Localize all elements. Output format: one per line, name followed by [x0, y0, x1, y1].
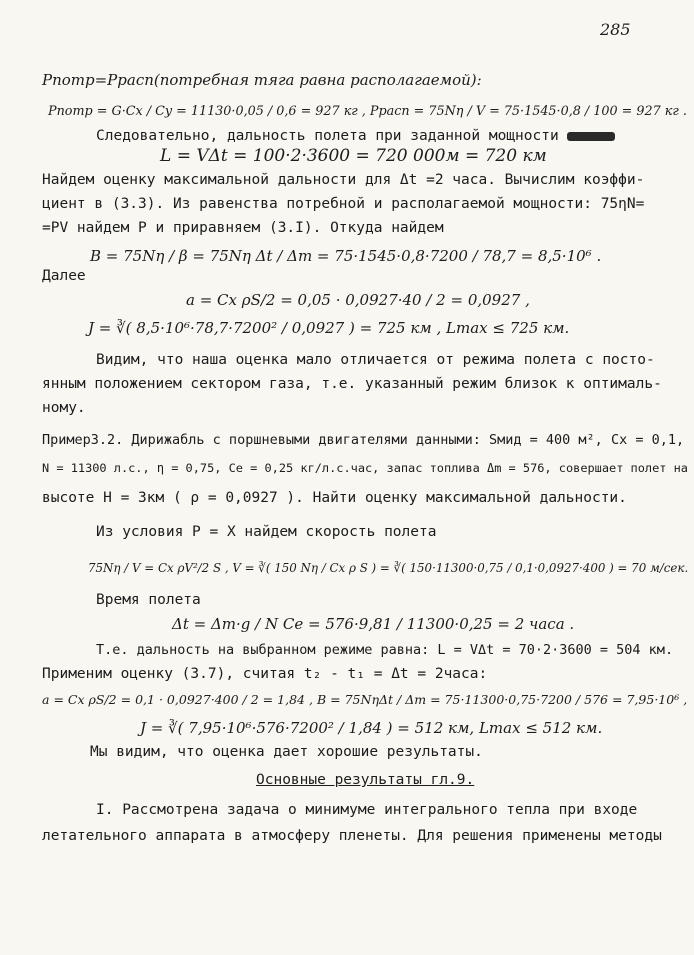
text-line-9: Далее — [42, 268, 86, 284]
text-line-5: Найдем оценку максимальной дальности для Δt =2 часа. Вычислим коэффи- — [42, 172, 645, 188]
text-line-17: высоте H = 3км ( ρ = 0,0927 ). Найти оценку максимальной дальности. — [42, 490, 627, 506]
formula-a-and-b: a = Cx ρS/2 = 0,1 · 0,0927·400 / 2 = 1,84 , B = 75NηΔt / Δm = 75·11300·0,75·7200 / 576 = 7,95·10⁶ , — [42, 692, 688, 707]
formula-a-coefficient: a = Cx ρS/2 = 0,05 · 0,0927·40 / 2 = 0,0927 , — [186, 291, 530, 309]
text-line-13: янным положением сектором газа, т.е. указанный режим близок к оптималь- — [42, 376, 662, 392]
text-line-22: Т.е. дальность на выбранном режиме равна: L = VΔt = 70·2·3600 = 504 км. — [96, 642, 674, 658]
ink-blot — [567, 132, 615, 141]
text-line-26: Мы видим, что оценка дает хорошие результаты. — [90, 744, 483, 760]
text-line-12: Видим, что наша оценка мало отличается от режима полета с посто- — [96, 352, 655, 368]
formula-range: L = VΔt = 100·2·3600 = 720 000м = 720 км — [160, 146, 547, 166]
text-line-28: I. Рассмотрена задача о минимуме интегрального тепла при входе — [96, 802, 638, 818]
formula-flight-time: Δt = Δm·g / N Ce = 576·9,81 / 11300·0,25 = 2 часа . — [172, 615, 575, 633]
text-line-1: Pпотр=Pрасп(потребная тяга равна располагаемой): — [42, 71, 482, 89]
formula-b-coefficient: B = 75Nη / β = 75Nη Δt / Δm = 75·1545·0,8·7200 / 78,7 = 8,5·10⁶ . — [90, 247, 602, 265]
text-line-14: ному. — [42, 400, 86, 416]
example-3-2-heading: Пример3.2. Дирижабль с поршневыми двигателями данными: Sмид = 400 м², Cx = 0,1, — [42, 432, 685, 448]
text-line-16: N = 11300 л.с., η = 0,75, Ce = 0,25 кг/л.с.час, запас топлива Δm = 576, совершает полет на — [42, 461, 688, 475]
text-line-3-content: Следовательно, дальность полета при заданной мощности — [96, 128, 559, 144]
text-line-18: Из условия P = X найдем скорость полета — [96, 524, 437, 540]
text-line-3 — [96, 126, 615, 146]
text-line-23: Применим оценку (3.7), считая t₂ - t₁ = Δt = 2часа: — [42, 666, 488, 682]
text-line-6: циент в (3.3). Из равенства потребной и располагаемой мощности: 75ηN= — [42, 196, 645, 212]
page-number: 285 — [600, 20, 631, 39]
formula-j-max-range: J = ∛( 8,5·10⁶·78,7·7200² / 0,0927 ) = 725 км , Lmax ≤ 725 км. — [88, 319, 570, 337]
formula-velocity: 75Nη / V = Cx ρV²/2 S , V = ∛( 150 Nη / Cx ρ S ) = ∛( 150·11300·0,75 / 0,1·0,0927·400 ) = 70 м/сек. — [88, 561, 689, 575]
formula-thrust: Pпотр = G·Cx / Cy = 11130·0,05 / 0,6 = 927 кг , Pрасп = 75Nη / V = 75·1545·0,8 / 100 = 927 кг . — [48, 104, 687, 119]
text-line-29: летательного аппарата в атмосферу пленеты. Для решения применены методы — [42, 828, 662, 844]
section-heading: Основные результаты гл.9. — [256, 772, 475, 788]
text-line-7: =PV найдем P и приравняем (3.I). Откуда найдем — [42, 220, 444, 236]
text-line-20: Время полета — [96, 592, 201, 608]
formula-j-example: J = ∛( 7,95·10⁶·576·7200² / 1,84 ) = 512 км, Lmax ≤ 512 км. — [140, 719, 603, 737]
